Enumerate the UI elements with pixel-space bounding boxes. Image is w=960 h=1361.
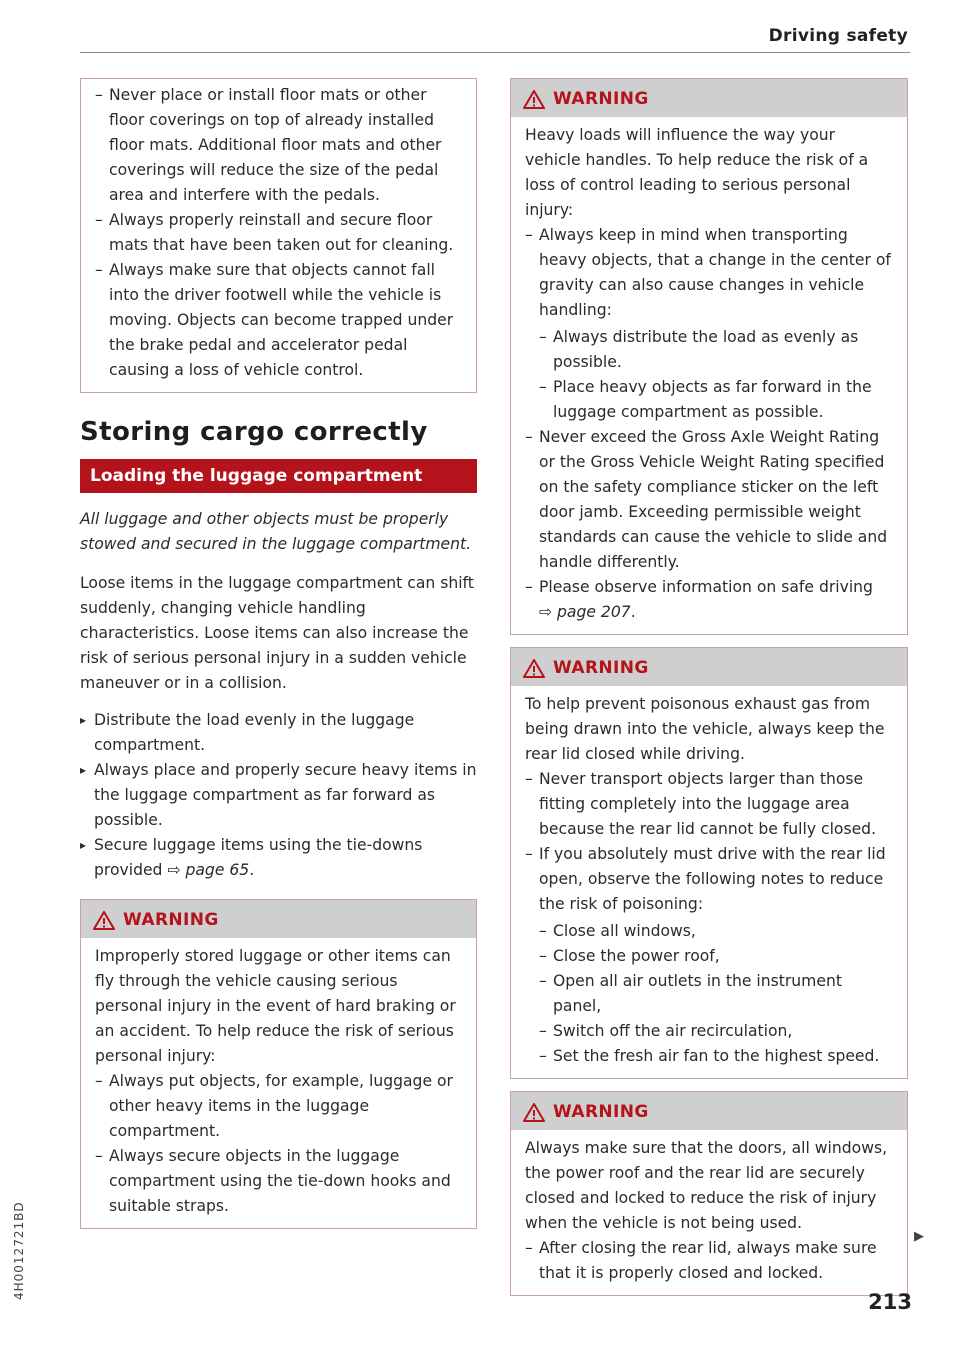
header-rule <box>80 52 910 53</box>
exhaust-warning-box <box>510 647 908 1079</box>
document-code: 4H0012721BD <box>12 1201 26 1300</box>
warning-triangle-icon <box>93 911 115 930</box>
warning-title: WARNING <box>123 910 219 930</box>
list-item-text: Always keep in mind when transporting heavy objects, that a change in the center of gravity can also cause changes in vehicle handling: <box>539 226 891 319</box>
warning-header <box>511 648 907 686</box>
warning-title: WARNING <box>553 658 649 678</box>
list-item-end: . <box>630 603 636 621</box>
closing-warning-box <box>510 1091 908 1296</box>
list-item: – Close the power roof, <box>539 944 893 969</box>
page-ref-link[interactable]: ⇨ page 65 <box>167 861 250 879</box>
warning-text: Heavy loads will influence the way your vehicle handles. To help reduce the risk of a loss of control leading to serious personal injury: <box>525 126 869 219</box>
page-number: 213 <box>868 1290 912 1314</box>
warning-header <box>511 1092 907 1130</box>
list-item <box>525 575 893 625</box>
warning-header <box>81 900 476 938</box>
warning-text: To help prevent poisonous exhaust gas from being drawn into the vehicle, always keep the rear lid closed while driving. <box>525 695 885 763</box>
floor-mats-list <box>95 83 462 383</box>
continue-arrow-icon: ▶ <box>914 1229 924 1244</box>
step-end: . <box>249 861 255 879</box>
list-item: – Always put objects, for example, luggage or other heavy items in the luggage compartment. <box>95 1069 462 1144</box>
warning-list <box>95 1069 462 1219</box>
list-item: – Never exceed the Gross Axle Weight Rating or the Gross Vehicle Weight Rating specified on the safety compliance sticker on the left door jamb. Exceeding permissible weight standards can cause the vehicle to slide and handle differently. <box>525 425 893 575</box>
right-column <box>510 78 908 1296</box>
step-item: ▸ Always place and properly secure heavy items in the luggage compartment as far forward as possible. <box>80 758 477 833</box>
intro-text: All luggage and other objects must be properly stowed and secured in the luggage compartment. <box>80 510 472 553</box>
list-item <box>525 842 893 1069</box>
list-item: – After closing the rear lid, always make sure that it is properly closed and locked. <box>525 1236 893 1286</box>
warning-triangle-icon <box>523 1103 545 1122</box>
sub-list <box>539 919 893 1069</box>
action-steps <box>80 708 477 883</box>
step-item <box>80 833 477 883</box>
warning-triangle-icon <box>523 90 545 109</box>
list-item-text: Please observe information on safe driving <box>539 578 873 596</box>
sub-list <box>539 325 893 425</box>
heavy-loads-warning-box <box>510 78 908 635</box>
list-item: – Switch off the air recirculation, <box>539 1019 893 1044</box>
list-item: – Always properly reinstall and secure floor mats that have been taken out for cleaning. <box>95 208 462 258</box>
subsection-title: Loading the luggage compartment <box>80 459 477 493</box>
list-item: – Never transport objects larger than those fitting completely into the luggage area because the rear lid cannot be fully closed. <box>525 767 893 842</box>
list-item: – Set the fresh air fan to the highest speed. <box>539 1044 893 1069</box>
step-item: ▸ Distribute the load evenly in the luggage compartment. <box>80 708 477 758</box>
warning-header <box>511 79 907 117</box>
step-text: Secure luggage items using the tie-downs provided <box>94 836 423 879</box>
warning-triangle-icon <box>523 659 545 678</box>
warning-list <box>525 223 893 625</box>
section-title: Storing cargo correctly <box>80 417 428 447</box>
list-item: – Place heavy objects as far forward in the luggage compartment as possible. <box>539 375 893 425</box>
list-item: – Open all air outlets in the instrument panel, <box>539 969 893 1019</box>
left-column <box>80 78 477 1229</box>
warning-text: Always make sure that the doors, all windows, the power roof and the rear lid are securely closed and locked to reduce the risk of injury when the vehicle is not being used. <box>525 1139 888 1232</box>
running-header: Driving safety <box>768 26 908 46</box>
luggage-warning-box <box>80 899 477 1229</box>
list-item: – Always secure objects in the luggage compartment using the tie-down hooks and suitable straps. <box>95 1144 462 1219</box>
list-item: – Close all windows, <box>539 919 893 944</box>
body-paragraph: Loose items in the luggage compartment can shift suddenly, changing vehicle handling characteristics. Loose items can also increase the risk of serious personal injury in a sudden vehicle maneuver or in a collision. <box>80 574 474 692</box>
floor-mats-warning-continuation <box>80 78 477 393</box>
warning-title: WARNING <box>553 1102 649 1122</box>
warning-list <box>525 1236 893 1286</box>
list-item <box>525 223 893 425</box>
warning-text: Improperly stored luggage or other items can fly through the vehicle causing serious personal injury in the event of hard braking or an accident. To help reduce the risk of serious personal injury: <box>95 947 456 1065</box>
list-item: – Always distribute the load as evenly as possible. <box>539 325 893 375</box>
list-item-text: If you absolutely must drive with the rear lid open, observe the following notes to reduce the risk of poisoning: <box>539 845 886 913</box>
warning-list <box>525 767 893 1069</box>
warning-title: WARNING <box>553 89 649 109</box>
list-item: – Never place or install floor mats or other floor coverings on top of already installed floor mats. Additional floor mats and other coverings will reduce the size of the pedal area and interfere with the pedals. <box>95 83 462 208</box>
page-ref-link[interactable]: ⇨ page 207 <box>539 603 631 621</box>
list-item: – Always make sure that objects cannot fall into the driver footwell while the vehicle is moving. Objects can become trapped under the brake pedal and accelerator pedal causing a loss of vehicle control. <box>95 258 462 383</box>
